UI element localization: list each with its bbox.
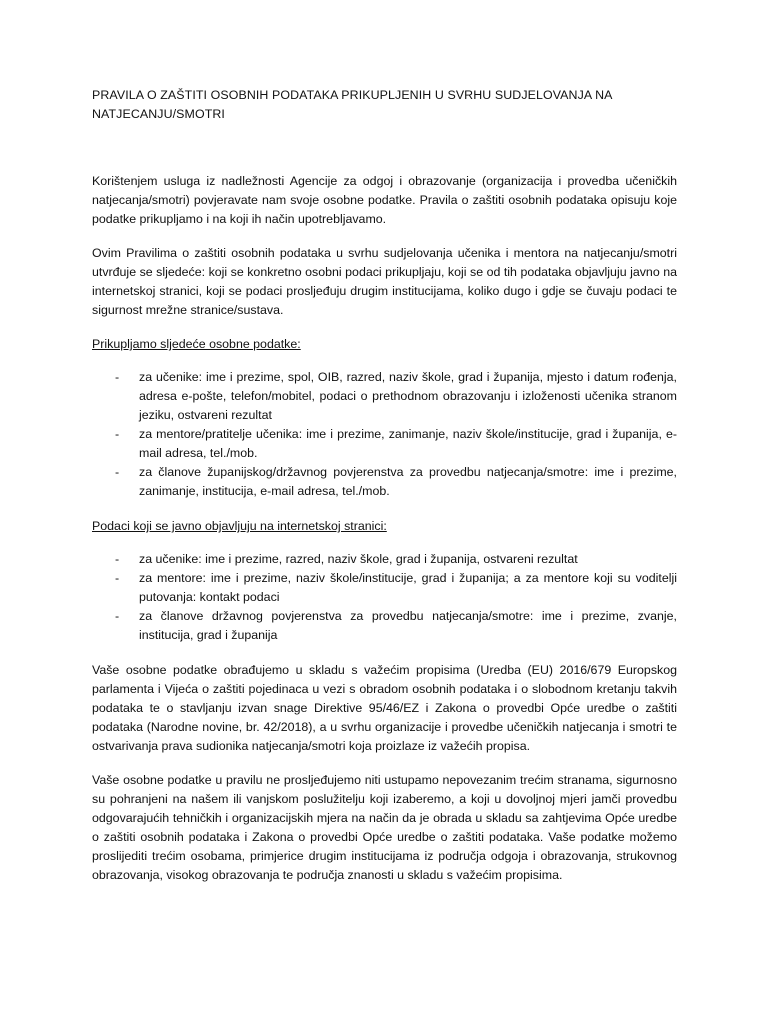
list-item	[92, 463, 677, 501]
bullet-dash: -	[115, 370, 120, 384]
collected-data-list	[92, 368, 677, 501]
list-item-text: za učenike: ime i prezime, razred, naziv škole, grad i županija, ostvareni rezultat	[139, 552, 578, 566]
list-item	[92, 368, 677, 425]
closing-paragraph-1: Vaše osobne podatke obrađujemo u skladu s važećim propisima (Uredba (EU) 2016/679 Europskog parlamenta i Vijeća o zaštiti pojedinaca u vezi s obradom osobnih podataka i o slobodnom kretanju takvih podataka te o stavljanju izvan snage Direktive 95/46/EZ i Zakona o provedbi Opće uredbe o zaštiti podataka (Narodne novine, br. 42/2018), a u svrhu organizacije i provedbe učeničkih natjecanja i smotri te ostvarivanja prava sudionika natjecanja/smotri koja proizlaze iz važećih propisa.	[92, 663, 677, 753]
bullet-dash: -	[115, 427, 120, 441]
list-item	[92, 569, 677, 607]
list-item	[92, 607, 677, 645]
bullet-dash: -	[115, 465, 120, 479]
intro-paragraph-1: Korištenjem usluga iz nadležnosti Agencije za odgoj i obrazovanje (organizacija i provedba učeničkih natjecanja/smotri) povjeravate nam svoje osobne podatke. Pravila o zaštiti osobnih podataka opisuju koje podatke prikupljamo i na koji ih način upotrebljavamo.	[92, 174, 677, 226]
intro-paragraph-2: Ovim Pravilima o zaštiti osobnih podataka u svrhu sudjelovanja učenika i mentora na natjecanju/smotri utvrđuje se sljedeće: koji se konkretno osobni podaci prikupljaju, koji se od tih podataka objavljuju javno na internetskoj stranici, koji se podaci prosljeđuju drugim institucijama, koliko dugo i gdje se čuvaju podaci te sigurnost mrežne stranice/sustava.	[92, 246, 677, 317]
bullet-dash: -	[115, 552, 120, 566]
list-item-text: za mentore: ime i prezime, naziv škole/institucije, grad i županija; a za mentore koji su voditelji putovanja: kontakt podaci	[139, 571, 677, 604]
list-item-text: za članove državnog povjerenstva za provedbu natjecanja/smotre: ime i prezime, zvanje, institucija, grad i županija	[139, 609, 677, 642]
bullet-dash: -	[115, 609, 120, 623]
list-item-text: za mentore/pratitelje učenika: ime i prezime, zanimanje, naziv škole/institucije, grad i županija, e-mail adresa, tel./mob.	[139, 427, 677, 460]
closing-paragraph-2: Vaše osobne podatke u pravilu ne prosljeđujemo niti ustupamo nepovezanim trećim stranama, sigurnosno su pohranjeni na našem ili vanjskom poslužitelju koji izaberemo, a koji u dovoljnoj mjeri jamči provedbu odgovarajućih tehničkih i organizacijskih mjera na način da je obrada u skladu sa zahtjevima Opće uredbe o zaštiti osobnih podataka i Zakona o provedbi Opće uredbe o zaštiti podataka. Vaše podatke možemo proslijediti trećim osobama, primjerice drugim institucijama iz područja odgoja i obrazovanja, strukovnog obrazovanja, visokog obrazovanja te područja znanosti u skladu s važećim propisima.	[92, 773, 677, 882]
collected-data-heading: Prikupljamo sljedeće osobne podatke:	[92, 337, 301, 351]
document-title: PRAVILA O ZAŠTITI OSOBNIH PODATAKA PRIKUPLJENIH U SVRHU SUDJELOVANJA NA NATJECANJU/SMOTRI	[92, 88, 612, 121]
list-item-text: za članove županijskog/državnog povjerenstva za provedbu natjecanja/smotre: ime i prezime, zanimanje, institucija, e-mail adresa, tel./mob.	[139, 465, 677, 498]
published-data-list	[92, 550, 677, 645]
published-data-heading: Podaci koji se javno objavljuju na internetskoj stranici:	[92, 519, 387, 533]
list-item-text: za učenike: ime i prezime, spol, OIB, razred, naziv škole, grad i županija, mjesto i datum rođenja, adresa e-pošte, telefon/mobitel, podaci o prethodnom obrazovanju i izloženosti učenika stranom jeziku, ostvareni rezultat	[139, 370, 677, 422]
list-item	[92, 550, 677, 569]
list-item	[92, 425, 677, 463]
document-content	[92, 86, 677, 900]
bullet-dash: -	[115, 571, 120, 585]
